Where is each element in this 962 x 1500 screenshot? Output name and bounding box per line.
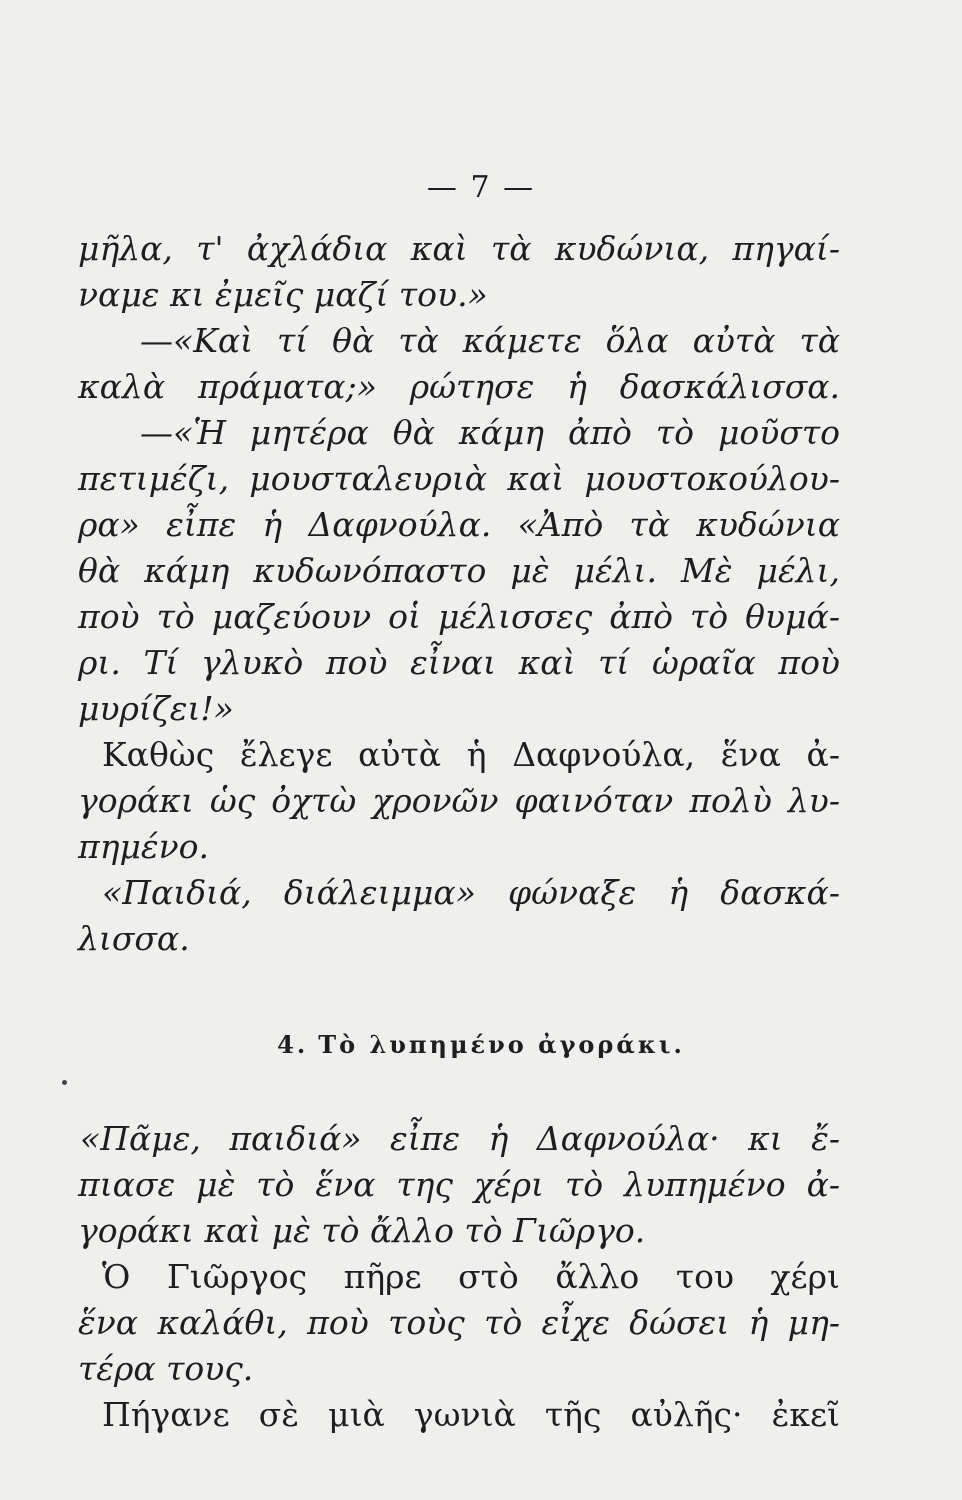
text-line: —«Ἡ μητέρα θὰ κάμη ἀπὸ τὸ μοῦστο (140, 413, 840, 452)
text-line: λισσα. (78, 919, 190, 958)
text-line: ρι. Τί γλυκὸ ποὺ εἶναι καὶ τί ὡραῖα ποὺ (78, 643, 840, 682)
ink-speck (62, 1080, 67, 1085)
section-title: Τὸ λυπημένο ἀγοράκι. (318, 1030, 685, 1059)
text-line: ναμε κι ἐμεῖς μαζί του.» (78, 275, 488, 314)
text-line: γοράκι ὡς ὀχτὼ χρονῶν φαινόταν πολὺ λυ- (78, 781, 840, 820)
text-line: τέρα τους. (78, 1349, 254, 1388)
text-line: Πήγανε σὲ μιὰ γωνιὰ τῆς αὐλῆς· ἐκεῖ (102, 1395, 840, 1434)
text-block-upper (78, 226, 840, 962)
text-line: γοράκι καὶ μὲ τὸ ἄλλο τὸ Γιῶργο. (78, 1211, 646, 1250)
page-number: — 7 — (426, 170, 536, 205)
text-line: πιασε μὲ τὸ ἕνα της χέρι τὸ λυπημένο ἀ- (78, 1165, 840, 1204)
text-line: ρα» εἶπε ἡ Δαφνούλα. «Ἀπὸ τὰ κυδώνια (78, 505, 840, 544)
text-line: ποὺ τὸ μαζεύουν οἱ μέλισσες ἀπὸ τὸ θυμά- (78, 597, 840, 636)
text-line: μυρίζει!» (78, 689, 234, 728)
text-line: πημένο. (78, 827, 210, 866)
text-line: θὰ κάμη κυδωνόπαστο μὲ μέλι. Μὲ μέλι, (78, 551, 840, 590)
text-line: «Πᾶμε, παιδιά» εἶπε ἡ Δαφνούλα· κι ἔ- (80, 1119, 840, 1158)
text-line: ἕνα καλάθι, ποὺ τοὺς τὸ εἶχε δώσει ἡ μη- (78, 1303, 840, 1342)
text-line: «Παιδιά, διάλειμμα» φώναξε ἡ δασκά- (102, 873, 840, 912)
text-line: —«Καὶ τί θὰ τὰ κάμετε ὅλα αὐτὰ τὰ (140, 321, 840, 360)
text-line: Καθὼς ἔλεγε αὐτὰ ἡ Δαφνούλα, ἕνα ἀ- (102, 735, 840, 774)
text-block-lower (78, 1116, 840, 1438)
text-line: πετιμέζι, μουσταλευριὰ καὶ μουστοκούλου- (78, 459, 840, 498)
text-line: μῆλα, τ' ἀχλάδια καὶ τὰ κυδώνια, πηγαί- (78, 229, 840, 268)
section-heading (0, 1030, 962, 1059)
text-line: καλὰ πράματα;» ρώτησε ἡ δασκάλισσα. (78, 367, 840, 406)
section-number: 4. (277, 1030, 309, 1059)
text-line: Ὁ Γιῶργος πῆρε στὸ ἄλλο του χέρι (102, 1257, 840, 1296)
